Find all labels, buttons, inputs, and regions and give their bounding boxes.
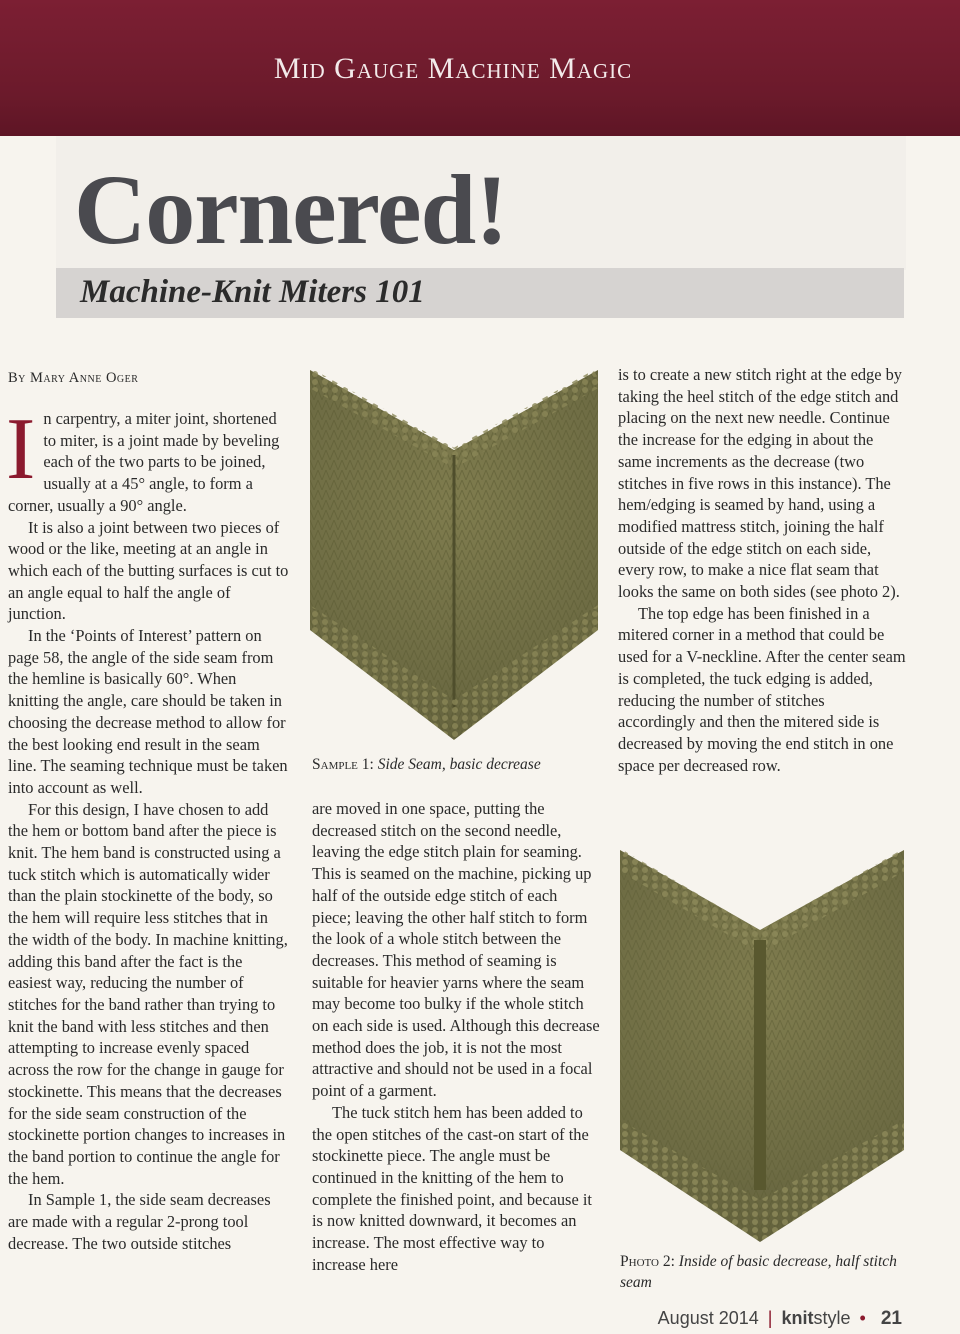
byline: By Mary Anne Oger xyxy=(8,370,139,386)
brand-name-bold: knit xyxy=(781,1308,814,1328)
photo-2 xyxy=(620,850,904,1246)
caption-1 xyxy=(312,754,600,775)
caption-2-text: Inside of basic decrease, half stitch seam xyxy=(620,1253,897,1291)
column-3-paragraph-2: The top edge has been finished in a mitered corner in a method that could be used for a V-neckline. After the center seam is completed, the tuck edging is added, reducing the number of stitches accordingly and then the mitered side is decreased by moving the end stitch in one space per decreased row. xyxy=(618,603,906,775)
sample-1-photo xyxy=(310,370,598,750)
brand-name-light: style xyxy=(813,1308,851,1328)
paragraph-1 xyxy=(6,401,290,517)
issue-date: August 2014 xyxy=(657,1308,759,1328)
page-number: 21 xyxy=(880,1308,902,1329)
footer-bullet: • xyxy=(859,1308,866,1328)
column-2 xyxy=(312,798,600,1275)
footer-separator: | xyxy=(767,1308,773,1328)
column-2-paragraph-1: are moved in one space, putting the decreased stitch on the second needle, leaving the edge stitch plain for seaming. This is seamed on the machine, picking up half of the outside edge stitch of each piece; leaving the other half stitch to form the look of a whole stitch between the decreases. This method of seaming is suitable for heavier yarns where the seam may become too bulky if the whole stitch on each side is used. Although this decrease method does the job, it is not the most attractive and should not be used in a focal point of a garment. xyxy=(312,799,600,1101)
drop-cap: I xyxy=(6,401,36,498)
knit-photo-2-image xyxy=(620,850,904,1246)
column-1 xyxy=(6,401,290,1254)
caption-2-label: Photo 2: xyxy=(620,1253,675,1270)
caption-2 xyxy=(620,1251,900,1293)
paragraph-5: In Sample 1, the side seam decreases are made with a regular 2-prong tool decrease. The two outside stitches xyxy=(8,1190,271,1253)
column-2-paragraph-2: The tuck stitch hem has been added to the open stitches of the cast-on start of the stockinette piece. The angle must be continued in the knitting of the hem to complete the finished point, and because it is now knitted downward, it becomes an increase. The most effective way to increase here xyxy=(312,1102,592,1274)
paragraph-1-text: n carpentry, a miter joint, shortened to miter, is a joint made by beveling each of the two parts to be joined, usually at a 45° angle, to form a corner, usually a 90° angle. xyxy=(8,409,280,515)
paragraph-4: For this design, I have chosen to add the hem or bottom band after the piece is knit. The hem band is constructed using a tuck stitch which is automatically wider than the plain stockinette of the body, so the hem will require less stitches that in the width of the body. In machine knitting, adding this band after the fact is the easiest way, reducing the number of stitches for the band rather than trying to knit the band with less stitches and then attempting to increase evenly spaced across the row for the change in gauge for stockinette. This means that the decreases for the side seam construction of the stockinette portion changes to increases in the band portion to continue the angle for the hem. xyxy=(8,799,288,1188)
page-footer xyxy=(658,1308,902,1330)
article-subtitle: Machine-Knit Miters 101 xyxy=(80,274,425,310)
caption-1-text: Side Seam, basic decrease xyxy=(377,756,541,773)
caption-1-label: Sample 1: xyxy=(312,756,374,773)
paragraph-2: It is also a joint between two pieces of wood or the like, meeting at an angle in which each of the butting surfaces is cut to an angle equal to half the angle of junction. xyxy=(8,517,289,624)
knit-sample-1-image xyxy=(310,370,598,750)
paragraph-3: In the ‘Points of Interest’ pattern on page 58, the angle of the side seam from the hemline is basically 60°. When knitting the angle, care should be taken in choosing the decrease method to allow for the best looking end result in the seam line. The seaming technique must be taken into account as well. xyxy=(8,626,288,797)
article-title: Cornered! xyxy=(74,154,508,265)
section-title: Mid Gauge Machine Magic xyxy=(273,52,633,85)
column-3 xyxy=(618,364,906,776)
header-band xyxy=(0,0,960,136)
column-3-paragraph-1: is to create a new stitch right at the edge by taking the heel stitch of the edge stitch and placing on the next new needle. Continue the increase for the edging in about the same increments as the decrease (two stitches in five rows in this instance). The hem/edging is seamed by hand, using a modified mattress stitch, joining the half outside of the edge stitch on each side, every row, to make a nice flat seam that looks the same on both sides (see photo 2). xyxy=(618,365,903,602)
